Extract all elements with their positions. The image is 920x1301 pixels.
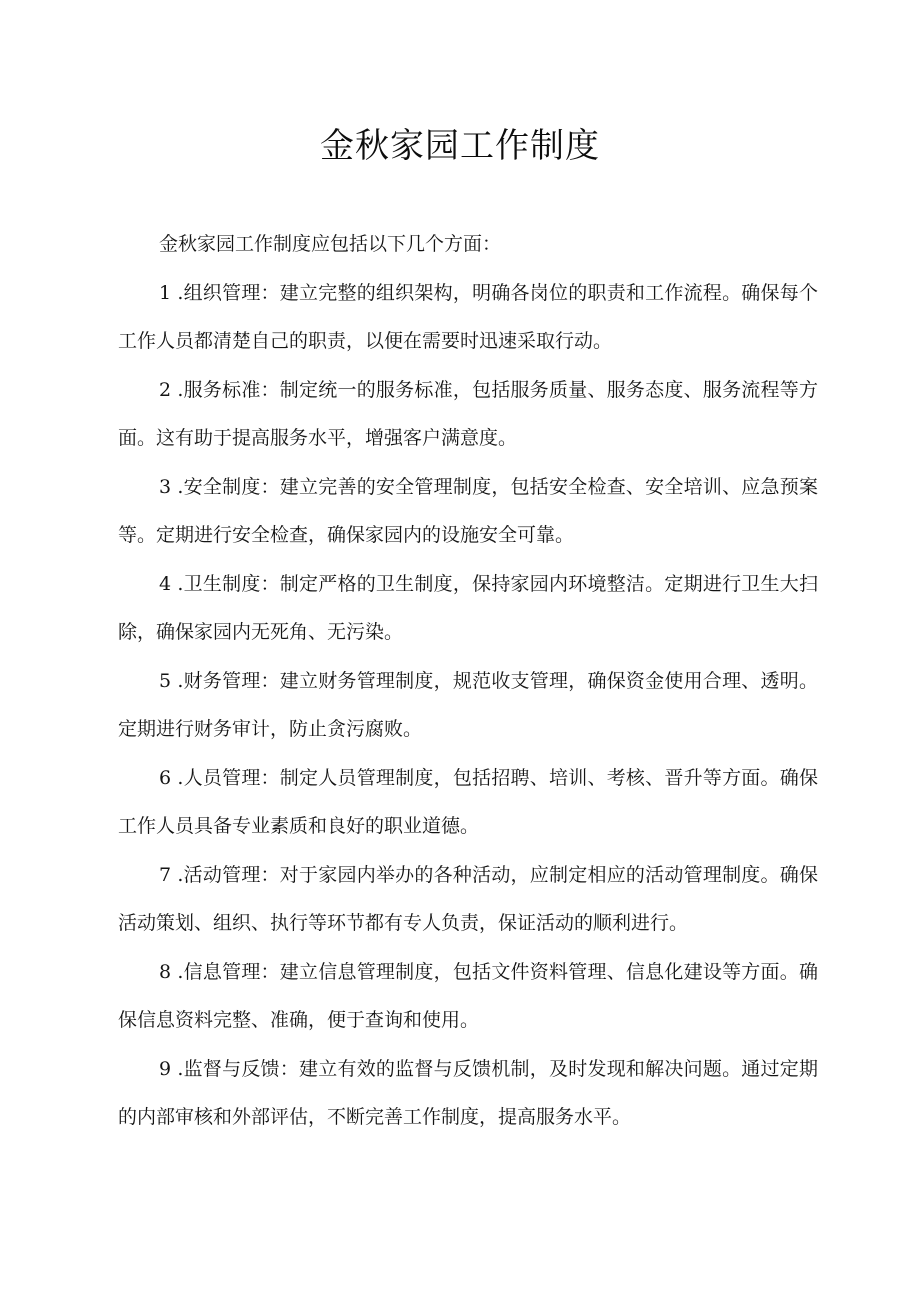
item-paragraph-4: 4 .卫生制度：制定严格的卫生制度，保持家园内环境整洁。定期进行卫生大扫除，确保家园内无死角、无污染。 [118,572,818,643]
document-body [118,220,818,1142]
item-paragraph-9: 9 .监督与反馈：建立有效的监督与反馈机制，及时发现和解决问题。通过定期的内部审核和外部评估，不断完善工作制度，提高服务水平。 [118,1057,818,1128]
item-paragraph-2: 2 .服务标准：制定统一的服务标准，包括服务质量、服务态度、服务流程等方面。这有助于提高服务水平，增强客户满意度。 [118,378,818,449]
item-paragraph-7: 7 .活动管理：对于家园内举办的各种活动，应制定相应的活动管理制度。确保活动策划、组织、执行等环节都有专人负责，保证活动的顺利进行。 [118,863,818,934]
intro-paragraph: 金秋家园工作制度应包括以下几个方面： [159,233,502,255]
item-paragraph-1: 1 .组织管理：建立完整的组织架构，明确各岗位的职责和工作流程。确保每个工作人员都清楚自己的职责，以便在需要时迅速采取行动。 [118,281,818,352]
item-paragraph-8: 8 .信息管理：建立信息管理制度，包括文件资料管理、信息化建设等方面。确保信息资料完整、准确，便于查询和使用。 [118,960,818,1031]
item-paragraph-3: 3 .安全制度：建立完善的安全管理制度，包括安全检查、安全培训、应急预案等。定期进行安全检查，确保家园内的设施安全可靠。 [118,475,818,546]
item-paragraph-5: 5 .财务管理：建立财务管理制度，规范收支管理，确保资金使用合理、透明。定期进行财务审计，防止贪污腐败。 [118,669,818,740]
item-paragraph-6: 6 .人员管理：制定人员管理制度，包括招聘、培训、考核、晋升等方面。确保工作人员具备专业素质和良好的职业道德。 [118,766,818,837]
document-title: 金秋家园工作制度 [320,126,600,166]
